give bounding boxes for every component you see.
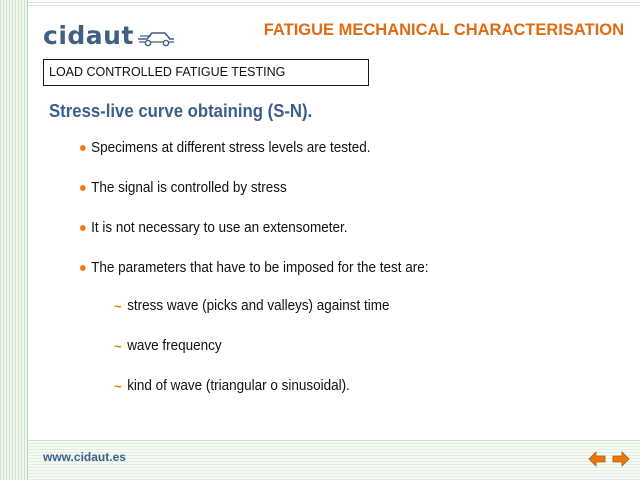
list-item: [80, 220, 348, 236]
page-title: FATIGUE MECHANICAL CHARACTERISATION: [263, 21, 624, 39]
tilde-marker-icon: ~: [114, 338, 122, 354]
bullet-dot-icon: [80, 145, 86, 151]
bullet-dot-icon: [80, 265, 86, 271]
list-item-text: The parameters that have to be imposed for the test are:: [91, 260, 429, 276]
sub-list-item: [114, 378, 350, 394]
slide-navigation: [587, 450, 631, 468]
tilde-marker-icon: ~: [114, 378, 122, 394]
sub-list-item-text: kind of wave (triangular o sinusoidal).: [127, 378, 350, 394]
sub-list-item: [114, 338, 222, 354]
top-stripe-band: [28, 0, 640, 6]
list-item: [80, 180, 287, 196]
footer-url-link[interactable]: www.cidaut.es: [43, 450, 126, 464]
arrow-right-icon[interactable]: [611, 450, 631, 468]
sub-list-item-text: stress wave (picks and valleys) against time: [127, 298, 390, 314]
list-item: [80, 140, 370, 156]
tilde-marker-icon: ~: [114, 298, 122, 314]
bullet-dot-icon: [80, 225, 86, 231]
arrow-left-icon[interactable]: [587, 450, 607, 468]
list-item-text: It is not necessary to use an extensometer.: [91, 220, 348, 236]
sub-list-item-text: wave frequency: [127, 338, 222, 354]
bullet-dot-icon: [80, 185, 86, 191]
list-item-text: Specimens at different stress levels are tested.: [91, 140, 371, 156]
main-heading: Stress-live curve obtaining (S-N).: [49, 101, 313, 121]
section-label: LOAD CONTROLLED FATIGUE TESTING: [43, 59, 369, 86]
cidaut-logo: [43, 20, 175, 50]
car-icon: [137, 27, 175, 47]
sub-list-item: [114, 298, 390, 314]
list-item-text: The signal is controlled by stress: [91, 180, 287, 196]
list-item: [80, 260, 428, 276]
logo-text: cidaut: [43, 21, 134, 50]
left-stripe-band: [0, 0, 28, 480]
